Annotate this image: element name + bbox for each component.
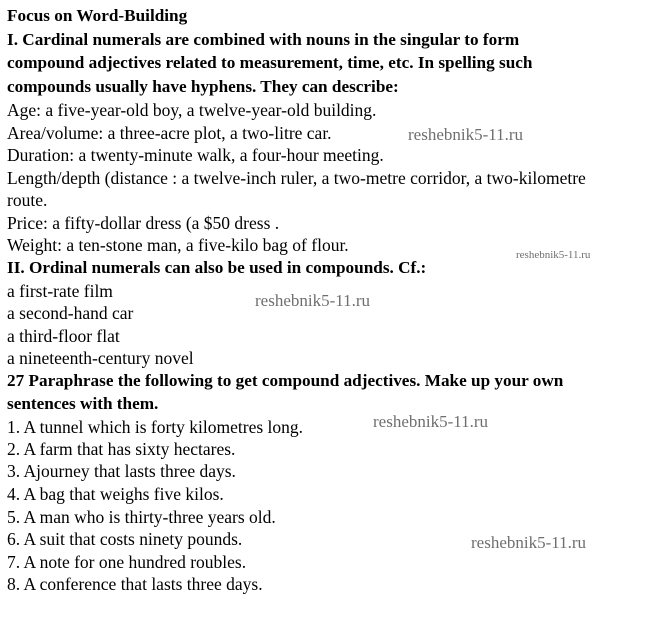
section-one-intro-line-3: compounds usually have hyphens. They can describe: — [7, 77, 399, 96]
ordinal-example: a third-floor flat — [7, 326, 120, 346]
exercise-item: 8. A conference that lasts three days. — [7, 574, 263, 594]
ordinal-example: a second-hand car — [7, 303, 134, 323]
section-two-intro: II. Ordinal numerals can also be used in compounds. Cf.: — [7, 258, 427, 277]
exercise-item: 1. A tunnel which is forty kilometres long. — [7, 417, 304, 437]
example-length-depth-continued: route. — [7, 190, 48, 210]
watermark: reshebnik5-11.ru — [408, 125, 524, 144]
exercise-instruction-line-2: sentences with them. — [7, 394, 159, 413]
example-duration: Duration: a twenty-minute walk, a four-hour meeting. — [7, 145, 384, 165]
exercise-item: 2. A farm that has sixty hectares. — [7, 439, 236, 459]
exercise-item: 3. Ajourney that lasts three days. — [7, 461, 236, 481]
section-one-intro-line-2: compound adjectives related to measurement, time, etc. In spelling such — [7, 53, 533, 72]
ordinal-example: a first-rate film — [7, 281, 113, 301]
watermark: reshebnik5-11.ru — [471, 533, 587, 552]
page-heading: Focus on Word-Building — [7, 6, 188, 25]
example-price: Price: a fifty-dollar dress (a $50 dress . — [7, 213, 280, 233]
exercise-item: 5. A man who is thirty-three years old. — [7, 507, 276, 527]
watermark: reshebnik5-11.ru — [373, 412, 489, 431]
section-one-intro-line-1: I. Cardinal numerals are combined with nouns in the singular to form — [7, 30, 520, 49]
example-length-depth: Length/depth (distance : a twelve-inch ruler, a two-metre corridor, a two-kilometre — [7, 168, 586, 188]
watermark: reshebnik5-11.ru — [516, 249, 591, 261]
exercise-item: 4. A bag that weighs five kilos. — [7, 484, 224, 504]
exercise-item: 7. A note for one hundred roubles. — [7, 552, 247, 572]
exercise-item: 6. A suit that costs ninety pounds. — [7, 529, 243, 549]
example-area-volume: Area/volume: a three-acre plot, a two-litre car. — [7, 123, 332, 143]
watermark: reshebnik5-11.ru — [255, 291, 371, 310]
example-weight: Weight: a ten-stone man, a five-kilo bag of flour. — [7, 235, 349, 255]
ordinal-example: a nineteenth-century novel — [7, 348, 194, 368]
exercise-instruction-line-1: 27 Paraphrase the following to get compound adjectives. Make up your own — [7, 371, 564, 390]
example-age: Age: a five-year-old boy, a twelve-year-old building. — [7, 100, 377, 120]
